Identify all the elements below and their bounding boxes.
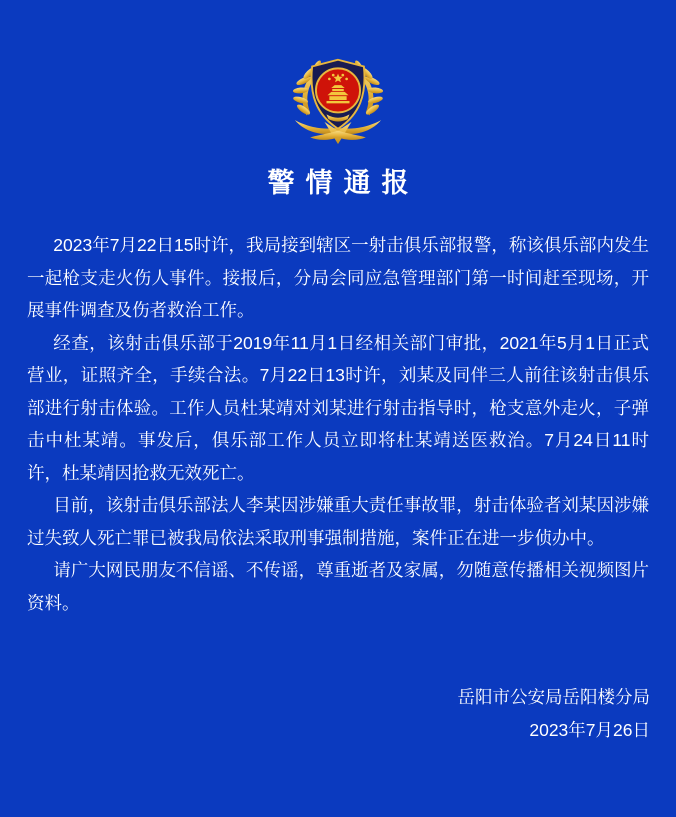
badge-container bbox=[0, 0, 676, 146]
police-badge-icon bbox=[290, 54, 386, 146]
notice-title: 警情通报 bbox=[267, 168, 420, 198]
notice-paragraph: 经查，该射击俱乐部于2019年11月1日经相关部门审批，2021年5月1日正式营业，证照齐全，手续合法。7月22日13时许，刘某及同伴三人前往该射击俱乐部进行射击体验。工作人员杜某靖对刘某进行射击指导时，枪支意外走火，子弹击中杜某靖。事发后，俱乐部工作人员立即将杜某靖送医救治。7月24日11时许，杜某靖因抢救无效死亡。 bbox=[27, 332, 649, 483]
signature-block bbox=[0, 681, 676, 747]
notice-paragraph: 请广大网民朋友不信谣、不传谣，尊重逝者及家属，勿随意传播相关视频图片资料。 bbox=[27, 560, 649, 613]
signature-date: 2023年7月26日 bbox=[529, 720, 650, 740]
notice-paragraph: 目前，该射击俱乐部法人李某因涉嫌重大责任事故罪，射击体验者刘某因涉嫌过失致人死亡罪已被我局依法采取刑事强制措施，案件正在进一步侦办中。 bbox=[27, 495, 649, 548]
notice-paragraph: 2023年7月22日15时许，我局接到辖区一射击俱乐部报警，称该俱乐部内发生一起枪支走火伤人事件。接报后，分局会同应急管理部门第一时间赶至现场，开展事件调查及伤者救治工作。 bbox=[27, 235, 649, 320]
notice-body bbox=[0, 229, 676, 619]
signature-agency: 岳阳市公安局岳阳楼分局 bbox=[457, 687, 650, 707]
